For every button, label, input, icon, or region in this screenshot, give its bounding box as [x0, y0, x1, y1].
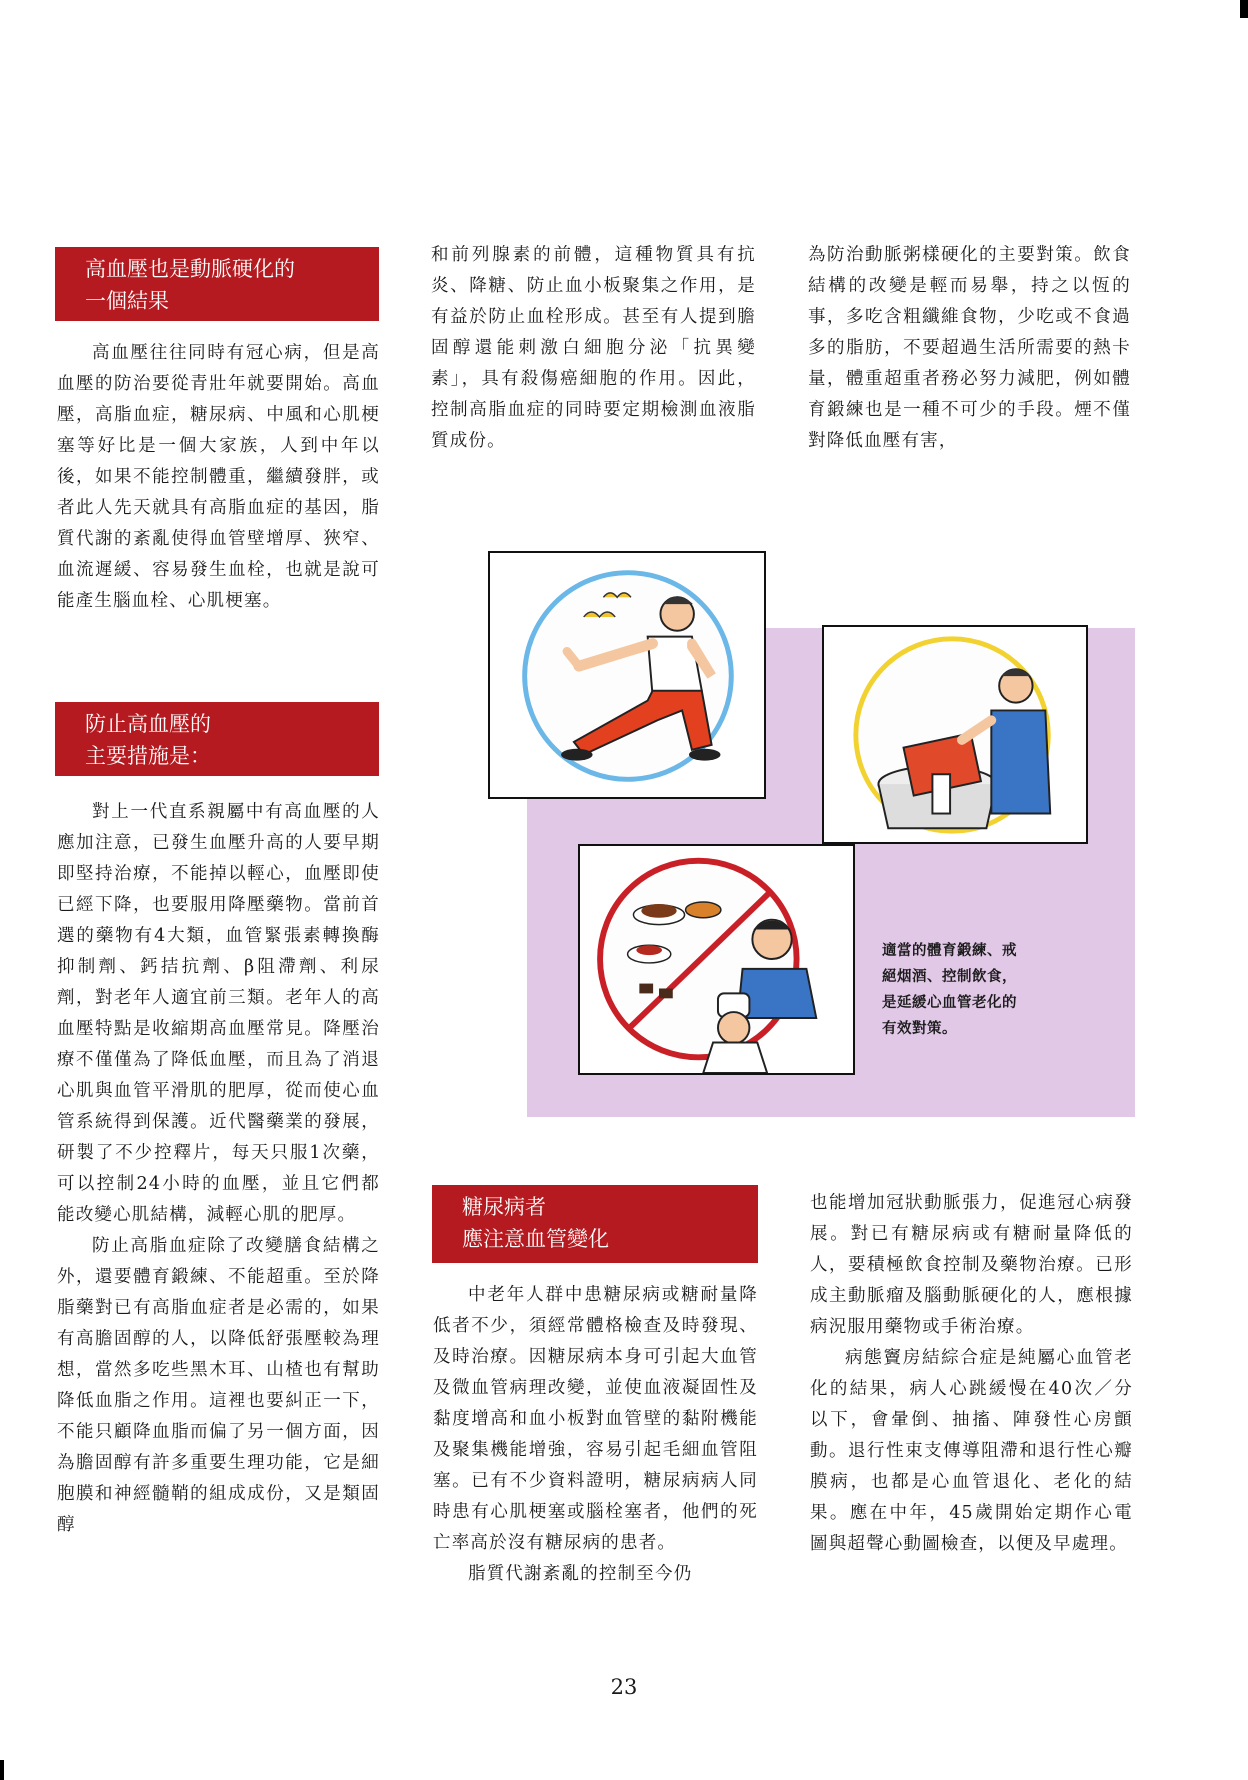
- quit-smoking-illustration: [824, 627, 1086, 842]
- col3-bottom-text: [810, 1188, 1133, 1560]
- heading-line-2: 應注意血管變化: [462, 1227, 609, 1251]
- col2-bottom-text: [433, 1280, 758, 1590]
- heading-line-1: 糖尿病者: [462, 1195, 546, 1219]
- illustration-panel-exercise: [488, 551, 766, 799]
- section-heading-hypertension-arteriosclerosis: [55, 247, 379, 321]
- illustration-caption: [882, 938, 1112, 1042]
- corner-mark-bottom-left: [0, 1760, 4, 1780]
- exercise-illustration: [490, 553, 764, 797]
- diet-control-illustration: [580, 846, 853, 1073]
- col2-top-text: [431, 240, 756, 457]
- col3-bottom-paragraph-1: 也能增加冠狀動脈張力，促進冠心病發展。對已有糖尿病或有糖耐量降低的人，要積極飲食控制及藥物治療。已形成主動脈瘤及腦動脈硬化的人，應根據病況服用藥物或手術治療。: [810, 1193, 1133, 1337]
- col3-top-paragraph: 為防治動脈粥樣硬化的主要對策。飲食結構的改變是輕而易舉，持之以恆的事，多吃含粗纖維食物，少吃或不食過多的脂肪，不要超過生活所需要的熱卡量，體重超重者務必努力減肥，例如體育鍛練也是一種不可少的手段。煙不僅對降低血壓有害，: [808, 245, 1131, 451]
- col1-paragraph-1: 高血壓往往同時有冠心病，但是高血壓的防治要從青壯年就要開始。高血壓，高脂血症，糖尿病、中風和心肌梗塞等好比是一個大家族，人到中年以後，如果不能控制體重，繼續發胖，或者此人先天就具有高脂血症的基因，脂質代謝的紊亂使得血管壁增厚、狹窄、血流遲緩、容易發生血栓，也就是說可能產生腦血栓、心肌梗塞。: [57, 343, 380, 611]
- illustration-panel-diet-control: [578, 844, 855, 1075]
- heading-line-1: 防止高血壓的: [85, 712, 211, 736]
- corner-mark-top-right: [1240, 0, 1248, 18]
- caption-line-1: 適當的體育鍛練、戒: [882, 943, 1017, 959]
- heading-line-2: 一個結果: [85, 289, 169, 313]
- heading-line-2: 主要措施是：: [85, 744, 211, 768]
- col1-intro-text: [57, 338, 380, 617]
- col2-top-paragraph: 和前列腺素的前體，這種物質具有抗炎、降糖、防止血小板聚集之作用，是有益於防止血栓形成。甚至有人提到膽固醇還能刺激白細胞分泌「抗異變素」，具有殺傷癌細胞的作用。因此，控制高脂血症的同時要定期檢測血液脂質成份。: [431, 245, 756, 451]
- section-heading-diabetes: [432, 1185, 758, 1263]
- caption-line-3: 是延緩心血管老化的: [882, 995, 1017, 1011]
- illustration-panel-quit-smoking-drinking: [822, 625, 1088, 844]
- col1-paragraph-2: 對上一代直系親屬中有高血壓的人應加注意，已發生血壓升高的人要早期即堅持治療，不能掉以輕心，血壓即使已經下降，也要服用降壓藥物。當前首選的藥物有4大類，血管緊張素轉換酶抑制劑、鈣拮抗劑、β阻滯劑、利尿劑，對老年人適宜前三類。老年人的高血壓特點是收縮期高血壓常見。降壓治療不僅僅為了降低血壓，而且為了消退心肌與血管平滑肌的肥厚，從而使心血管系統得到保護。近代醫藥業的發展，研製了不少控釋片，每天只服1次藥，可以控制24小時的血壓，並且它們都能改變心肌結構，減輕心肌的肥厚。: [57, 802, 380, 1225]
- col2-bottom-paragraph-2: 脂質代謝紊亂的控制至今仍: [468, 1564, 693, 1584]
- col1-paragraph-3: 防止高脂血症除了改變膳食結構之外，還要體育鍛練、不能超重。至於降脂藥對已有高脂血症者是必需的，如果有高膽固醇的人，以降低舒張壓較為理想，當然多吃些黑木耳、山楂也有幫助降低血脂之作用。這裡也要糾正一下，不能只顧降血脂而偏了另一個方面，因為膽固醇有許多重要生理功能，它是細胞膜和神經髓鞘的組成成份，又是類固醇: [57, 1236, 380, 1535]
- col3-bottom-paragraph-2: 病態竇房結綜合症是純屬心血管老化的結果，病人心跳緩慢在40次／分以下，會暈倒、抽搐、陣發性心房顫動。退行性束支傳導阻滯和退行性心瓣膜病，也都是心血管退化、老化的結果。應在中年，45歲開始定期作心電圖與超聲心動圖檢查，以便及早處理。: [810, 1348, 1133, 1554]
- col2-bottom-paragraph-1: 中老年人群中患糖尿病或糖耐量降低者不少，須經常體格檢查及時發現、及時治療。因糖尿病本身可引起大血管及微血管病理改變，並使血液凝固性及黏度增高和血小板對血管壁的黏附機能及聚集機能增強，容易引起毛細血管阻塞。已有不少資料證明，糖尿病病人同時患有心肌梗塞或腦栓塞者，他們的死亡率高於沒有糖尿病的患者。: [433, 1285, 758, 1553]
- caption-line-4: 有效對策。: [882, 1021, 957, 1037]
- page-number: 23: [610, 1675, 638, 1699]
- caption-line-2: 絕烟酒、控制飲食，: [882, 969, 1017, 985]
- section-heading-prevention-measures: [55, 702, 379, 776]
- col1-main-text: [57, 797, 380, 1541]
- col3-top-text: [808, 240, 1131, 457]
- heading-line-1: 高血壓也是動脈硬化的: [85, 257, 295, 281]
